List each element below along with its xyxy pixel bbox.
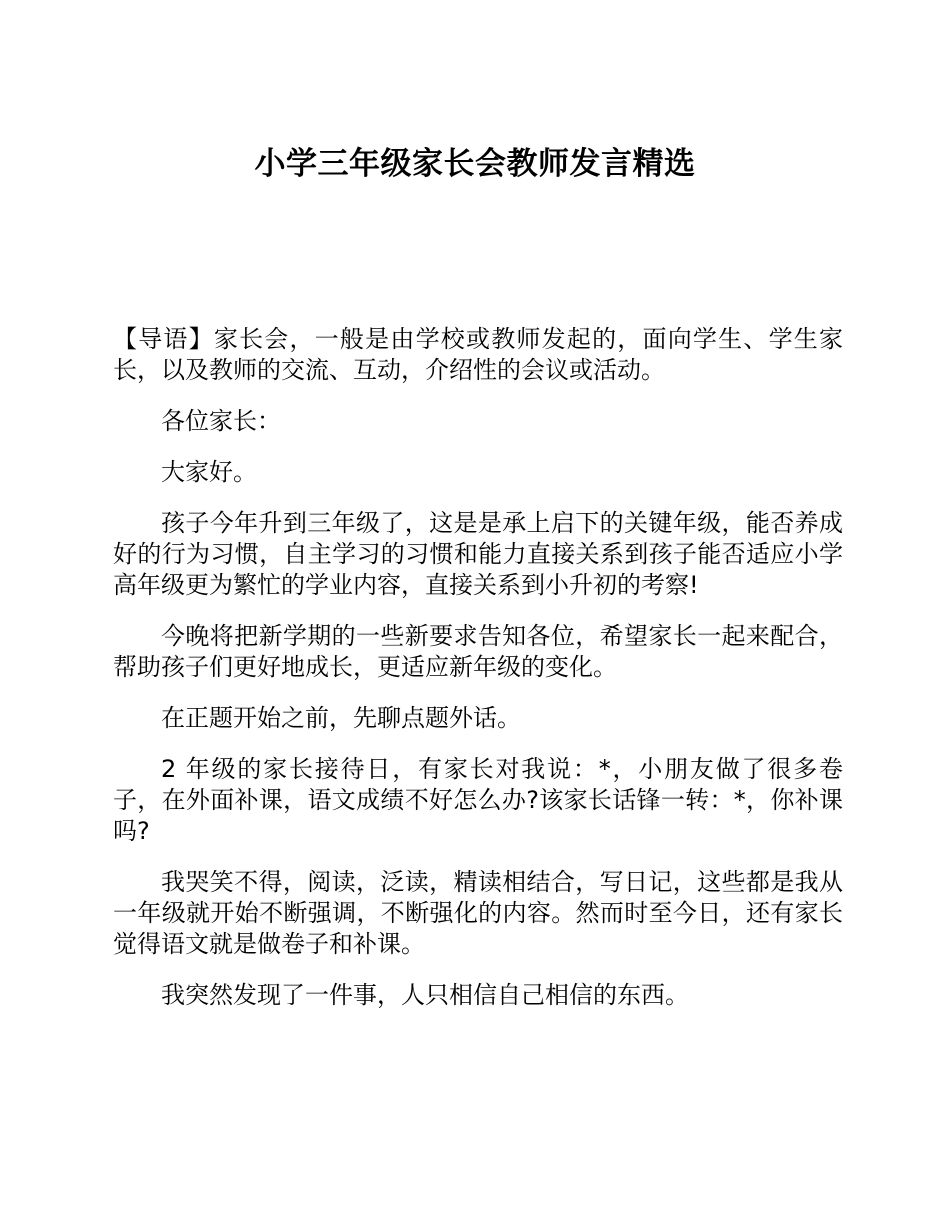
paragraph-greeting: 各位家长： [161, 407, 281, 435]
paragraph-new-requirements: 今晚将把新学期的一些新要求告知各位，希望家长一起来配合，帮助孩子们更好地成长，更适应新年级的变化。 [113, 622, 843, 681]
paragraph-intro: 【导语】家长会，一般是由学校或教师发起的，面向学生、学生家长，以及教师的交流、互动，介绍性的会议或活动。 [113, 325, 843, 384]
paragraph-hello: 大家好。 [161, 458, 257, 486]
paragraph-grade-three: 孩子今年升到三年级了，这是是承上启下的关键年级，能否养成好的行为习惯，自主学习的习惯和能力直接关系到孩子能否适应小学高年级更为繁忙的学业内容，直接关系到小升初的考察! [113, 509, 843, 599]
paragraph-realization: 我突然发现了一件事，人只相信自己相信的东西。 [161, 981, 689, 1009]
paragraph-digression: 在正题开始之前，先聊点题外话。 [161, 704, 521, 732]
paragraph-parent-story: 2 年级的家长接待日，有家长对我说：*，小朋友做了很多卷子，在外面补课，语文成绩不好怎么办?该家长话锋一转：*，你补课吗? [113, 755, 843, 845]
document-title: 小学三年级家长会教师发言精选 [254, 146, 696, 182]
document-body [113, 324, 843, 1031]
paragraph-reading-habits: 我哭笑不得，阅读，泛读，精读相结合，写日记，这些都是我从一年级就开始不断强调，不断强化的内容。然而时至今日，还有家长觉得语文就是做卷子和补课。 [113, 868, 843, 958]
